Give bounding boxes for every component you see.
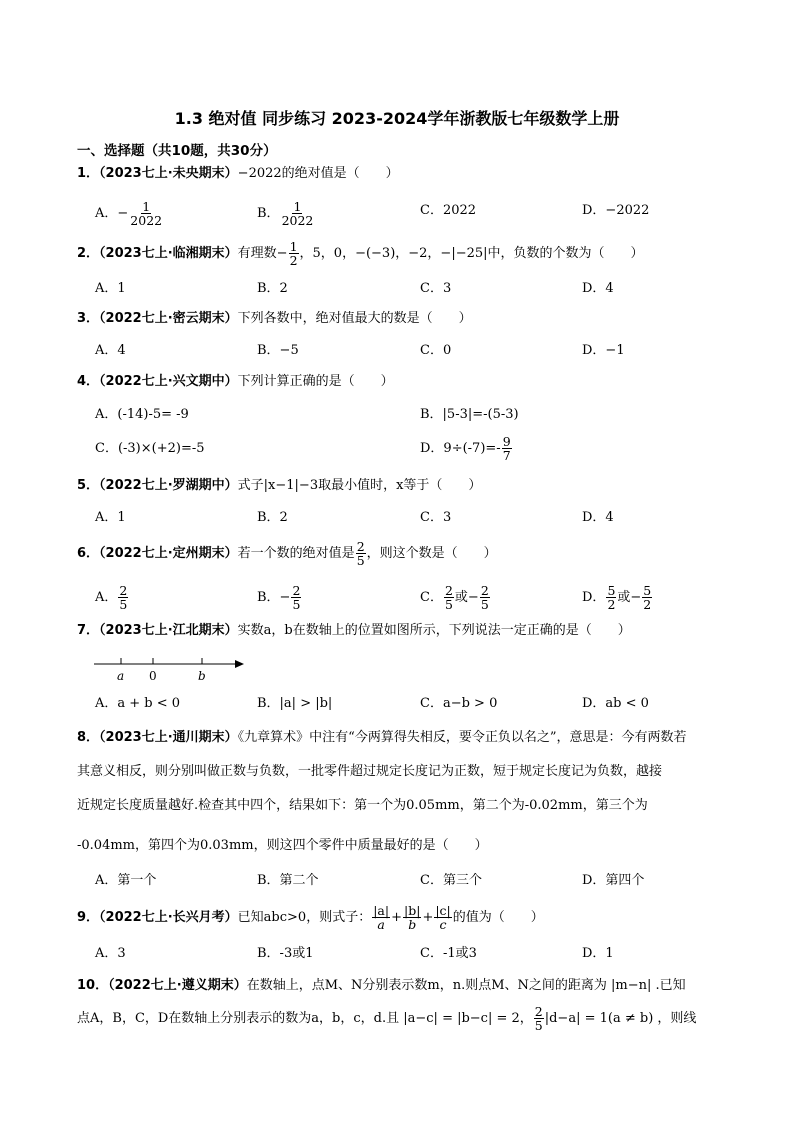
numerator: 5 bbox=[607, 583, 616, 598]
option-label: D．9÷(-7)=- bbox=[420, 441, 501, 457]
denominator: 5 bbox=[480, 597, 489, 613]
question-text: 式子|x−1|−3取最小值时，x等于（ ） bbox=[237, 478, 482, 493]
option-label: A． bbox=[95, 206, 118, 222]
question-number: 3． bbox=[77, 311, 100, 326]
option-b[interactable]: B．2 bbox=[257, 281, 288, 296]
option-d[interactable] bbox=[582, 584, 653, 611]
label-0: 0 bbox=[149, 669, 157, 683]
option-b[interactable]: B．第二个 bbox=[257, 873, 319, 888]
option-d[interactable] bbox=[420, 435, 513, 462]
fraction bbox=[118, 584, 128, 611]
denominator: 5 bbox=[119, 597, 128, 613]
question-text: ，5，0，−(−3)，−2，−|−25|中，负数的个数为（ ） bbox=[299, 246, 644, 262]
question-source: （2022七上·定州期末） bbox=[99, 546, 238, 562]
option-b[interactable] bbox=[257, 584, 302, 611]
question-text: 下列计算正确的是（ ） bbox=[237, 374, 394, 389]
fraction bbox=[403, 904, 421, 931]
option-label: A． bbox=[95, 590, 118, 606]
question-line: -0.04mm，第四个为0.03mm，则这四个零件中质量最好的是（ ） bbox=[77, 838, 488, 853]
option-d[interactable]: D．ab < 0 bbox=[582, 696, 649, 711]
option-c[interactable]: C．0 bbox=[420, 343, 452, 358]
option-b[interactable]: B．−5 bbox=[257, 343, 299, 358]
question-source: （2023七上·江北期末） bbox=[99, 623, 238, 638]
fraction bbox=[480, 584, 490, 611]
fraction bbox=[434, 904, 451, 931]
question-text: 已知abc>0，则式子： bbox=[237, 910, 372, 926]
denominator: c bbox=[439, 917, 447, 933]
connector: 或− bbox=[617, 590, 642, 606]
numerator: 2 bbox=[119, 583, 128, 598]
page-title: 1.3 绝对值 同步练习 2023-2024学年浙教版七年级数学上册 bbox=[174, 109, 620, 128]
label-b: b bbox=[198, 669, 206, 683]
option-c[interactable]: C．3 bbox=[420, 510, 452, 525]
option-a[interactable] bbox=[95, 584, 129, 611]
option-label: B． bbox=[257, 206, 280, 222]
question-text: 《九章算术》中注有“今两算得失相反，要令正负以名之”，意思是：今有两数若 bbox=[237, 730, 687, 745]
question-text: 的值为（ ） bbox=[452, 910, 544, 926]
option-d[interactable]: D．第四个 bbox=[582, 873, 645, 888]
fraction bbox=[356, 540, 366, 567]
numerator: 2 bbox=[356, 539, 365, 554]
question-source: （2023七上·临湘期末） bbox=[99, 246, 238, 262]
sign: − bbox=[117, 206, 129, 222]
arrow-head-icon bbox=[235, 660, 244, 668]
fraction bbox=[444, 584, 454, 611]
fraction bbox=[642, 584, 652, 611]
question-text: ，则这个数是（ ） bbox=[366, 546, 497, 562]
numerator: 5 bbox=[643, 583, 652, 598]
denominator: 2 bbox=[643, 597, 652, 613]
option-a[interactable]: A．(-14)-5= -9 bbox=[95, 407, 189, 422]
option-a[interactable]: A．1 bbox=[95, 281, 126, 296]
question-5 bbox=[77, 475, 747, 497]
denominator: 2 bbox=[607, 597, 616, 613]
option-a[interactable]: A．第一个 bbox=[95, 873, 157, 888]
denominator: 5 bbox=[292, 597, 301, 613]
option-c[interactable]: C．(-3)×(+2)=-5 bbox=[95, 441, 205, 456]
question-line: 近规定长度质量越好.检查其中四个，结果如下：第一个为0.05mm，第二个为-0.02mm，第三个为 bbox=[77, 798, 648, 813]
fraction bbox=[129, 200, 163, 227]
question-3 bbox=[77, 308, 747, 330]
question-9 bbox=[77, 904, 747, 931]
question-6 bbox=[77, 540, 747, 567]
question-number: 2． bbox=[77, 246, 100, 262]
fraction bbox=[281, 200, 315, 227]
question-line: 其意义相反，则分别叫做正数与负数，一批零件超过规定长度记为正数，短于规定长度记为负数，越接 bbox=[77, 764, 663, 779]
question-source: （2022七上·遵义期末） bbox=[108, 978, 247, 993]
denominator: 5 bbox=[534, 1018, 543, 1034]
question-line bbox=[77, 975, 749, 997]
question-number: 10． bbox=[77, 978, 109, 993]
plus-sign: + bbox=[391, 910, 402, 926]
plus-sign: + bbox=[422, 910, 434, 926]
option-c[interactable]: C．a−b > 0 bbox=[420, 696, 498, 711]
question-text: 有理数− bbox=[237, 246, 288, 262]
option-b[interactable]: B．|5-3|=-(5-3) bbox=[420, 407, 519, 422]
numerator: |b| bbox=[404, 903, 421, 918]
option-c[interactable] bbox=[420, 584, 491, 611]
fraction bbox=[606, 584, 616, 611]
denominator: 2022 bbox=[130, 213, 163, 229]
fraction bbox=[502, 435, 512, 462]
option-d[interactable]: D．1 bbox=[582, 946, 614, 961]
question-source: （2022七上·兴文期中） bbox=[99, 374, 238, 389]
question-text: |d−a| = 1(a ≠ b) ，则线 bbox=[544, 1011, 697, 1027]
numerator: 2 bbox=[444, 583, 453, 598]
option-d[interactable]: D．4 bbox=[582, 281, 614, 296]
option-d[interactable]: D．4 bbox=[582, 510, 614, 525]
option-d[interactable]: D．−1 bbox=[582, 343, 625, 358]
question-text: 实数a，b在数轴上的位置如图所示，下列说法一定正确的是（ ） bbox=[237, 623, 631, 638]
question-source: （2023七上·未央期末） bbox=[99, 166, 238, 181]
denominator: b bbox=[408, 917, 417, 933]
question-7 bbox=[77, 620, 747, 642]
numerator: 2 bbox=[480, 583, 489, 598]
numerator: 2 bbox=[292, 583, 301, 598]
numerator: |a| bbox=[373, 903, 390, 918]
numerator: 1 bbox=[293, 199, 302, 214]
label-a: a bbox=[117, 669, 125, 683]
fraction bbox=[534, 1005, 544, 1032]
denominator: 2022 bbox=[281, 213, 314, 229]
question-2 bbox=[77, 240, 747, 267]
numerator: 9 bbox=[502, 434, 511, 449]
question-source: （2022七上·罗湖期中） bbox=[99, 478, 238, 493]
question-source: （2022七上·长兴月考） bbox=[99, 910, 238, 926]
question-1 bbox=[77, 163, 747, 185]
denominator: 7 bbox=[502, 448, 511, 464]
option-label: B．− bbox=[257, 590, 291, 606]
question-number: 8． bbox=[77, 730, 100, 745]
section-heading: 一、选择题（共10题，共30分） bbox=[77, 143, 277, 159]
question-10 bbox=[77, 975, 749, 1032]
question-line bbox=[77, 1005, 749, 1032]
option-c[interactable]: C．2022 bbox=[420, 203, 477, 218]
fraction bbox=[372, 904, 390, 931]
question-line bbox=[77, 727, 749, 749]
question-number: 4． bbox=[77, 374, 100, 389]
option-label: C． bbox=[420, 590, 443, 606]
denominator: a bbox=[377, 917, 385, 933]
number-line-diagram bbox=[90, 652, 250, 684]
question-text: 点A，B，C，D在数轴上分别表示的数为a，b，c，d.且 |a−c| = |b−c| = 2， bbox=[77, 1011, 533, 1027]
option-c[interactable]: C．3 bbox=[420, 281, 452, 296]
option-d[interactable]: D．−2022 bbox=[582, 203, 650, 218]
fraction bbox=[289, 240, 299, 267]
question-number: 9． bbox=[77, 910, 100, 926]
question-text: 在数轴上，点M、N分别表示数m，n.则点M、N之间的距离为 |m−n| .已知 bbox=[246, 978, 686, 993]
option-a[interactable]: A．3 bbox=[95, 946, 126, 961]
numerator: 2 bbox=[534, 1004, 543, 1019]
option-c[interactable]: C．-1或3 bbox=[420, 946, 477, 961]
question-source: （2023七上·通川期末） bbox=[99, 730, 238, 745]
denominator: 5 bbox=[444, 597, 453, 613]
numerator: 1 bbox=[289, 239, 298, 254]
option-b[interactable]: B．|a| > |b| bbox=[257, 696, 333, 711]
option-label: D． bbox=[582, 590, 606, 606]
fraction bbox=[291, 584, 301, 611]
numerator: |c| bbox=[435, 903, 451, 918]
question-text: −2022的绝对值是（ ） bbox=[237, 166, 399, 181]
question-text: 下列各数中，绝对值最大的数是（ ） bbox=[237, 311, 472, 326]
connector: 或− bbox=[454, 590, 479, 606]
option-a[interactable]: A．1 bbox=[95, 510, 126, 525]
option-b[interactable]: B．-3或1 bbox=[257, 946, 314, 961]
question-8 bbox=[77, 727, 749, 857]
question-number: 7． bbox=[77, 623, 100, 638]
option-b[interactable]: B．2 bbox=[257, 510, 288, 525]
question-number: 6． bbox=[77, 546, 100, 562]
option-b[interactable] bbox=[257, 200, 315, 227]
question-text: 若一个数的绝对值是 bbox=[237, 546, 355, 562]
option-a[interactable]: A．4 bbox=[95, 343, 126, 358]
question-number: 5． bbox=[77, 478, 100, 493]
denominator: 2 bbox=[289, 253, 298, 269]
question-source: （2022七上·密云期末） bbox=[99, 311, 238, 326]
question-4 bbox=[77, 371, 747, 393]
option-a[interactable]: A．a + b < 0 bbox=[95, 696, 181, 711]
question-number: 1． bbox=[77, 166, 100, 181]
option-c[interactable]: C．第三个 bbox=[420, 873, 482, 888]
option-a[interactable] bbox=[95, 200, 164, 227]
numerator: 1 bbox=[142, 199, 151, 214]
denominator: 5 bbox=[356, 553, 365, 569]
